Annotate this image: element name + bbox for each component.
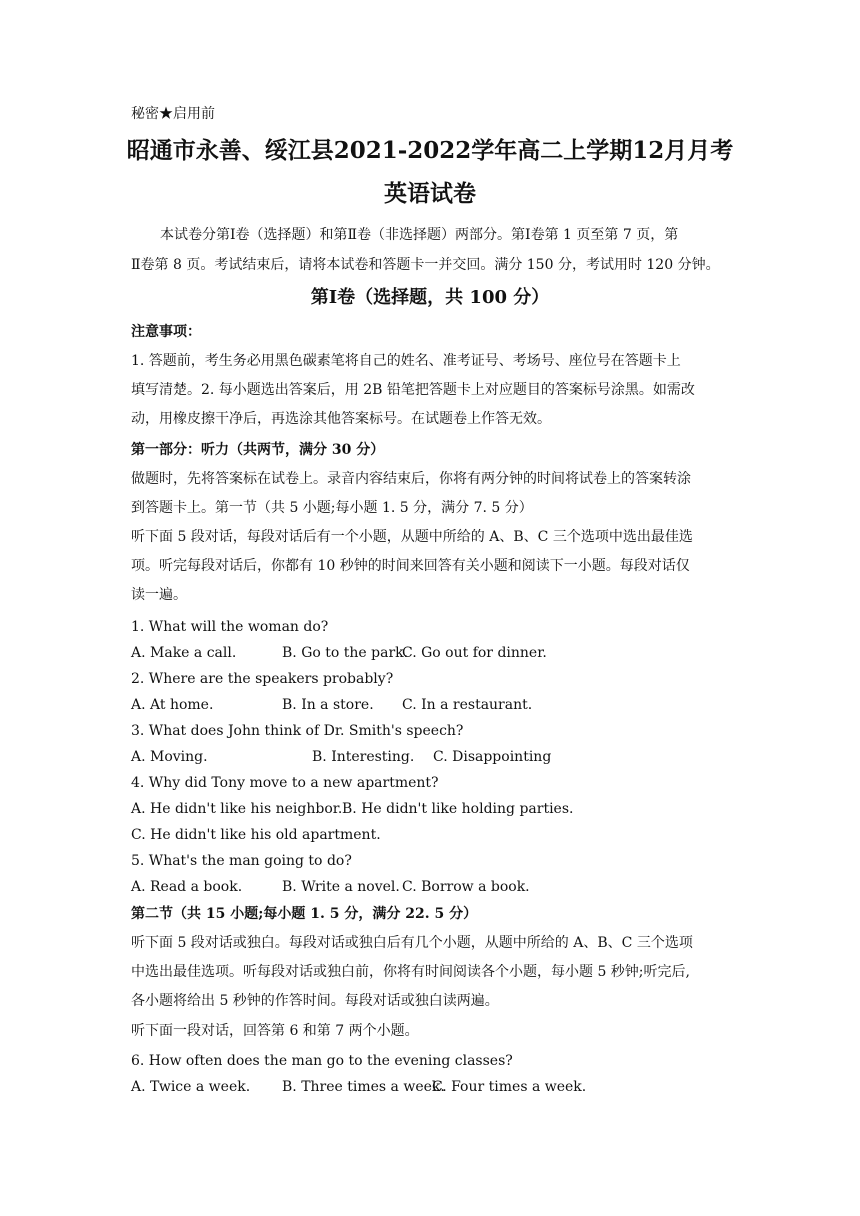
question-2-option-c: C. In a restaurant. (402, 697, 533, 713)
question-5-option-b: B. Write a novel. (282, 879, 400, 895)
question-4-option-b: B. He didn't like holding parties. (342, 801, 574, 817)
question-4-option-a: A. He didn't like his neighbor. (131, 801, 343, 817)
question-1-option-b: B. Go to the park. (282, 645, 409, 661)
section2-instruction: 听下面一段对话，回答第 6 和第 7 两个小题。 (131, 1023, 419, 1039)
listening-heading: 第一部分：听力（共两节，满分 30 分） (131, 442, 385, 458)
listening-p2-line-3: 读一遍。 (131, 587, 187, 603)
intro-line-1: 本试卷分第Ⅰ卷（选择题）和第Ⅱ卷（非选择题）两部分。第Ⅰ卷第 1 页至第 7 页，第 (160, 227, 679, 243)
listening-p2-line-1: 听下面 5 段对话，每段对话后有一个小题，从题中所给的 A、B、C 三个选项中选出最佳选 (131, 529, 693, 545)
question-6: 6. How often does the man go to the evening classes? (131, 1053, 513, 1069)
intro-line-2: Ⅱ卷第 8 页。考试结束后，请将本试卷和答题卡一并交回。满分 150 分，考试用时 120 分钟。 (131, 257, 720, 273)
question-3-option-a: A. Moving. (131, 749, 208, 765)
question-3-option-c: C. Disappointing (433, 749, 552, 765)
listening-p1-line-2: 到答题卡上。第一节（共 5 小题;每小题 1. 5 分，满分 7. 5 分） (131, 500, 533, 516)
question-4-option-c: C. He didn't like his old apartment. (131, 827, 381, 843)
notes-line-1: 1. 答题前，考生务必用黑色碳素笔将自己的姓名、准考证号、考场号、座位号在答题卡上 (131, 353, 681, 369)
question-6-option-a: A. Twice a week. (131, 1079, 251, 1095)
exam-title: 昭通市永善、绥江县2021-2022学年高二上学期12月月考 (126, 137, 734, 164)
section2-p-line-2: 中选出最佳选项。听每段对话或独白前，你将有时间阅读各个小题，每小题 5 秒钟;听完后, (131, 964, 690, 980)
question-2-option-b: B. In a store. (282, 697, 374, 713)
question-4: 4. Why did Tony move to a new apartment? (131, 775, 439, 791)
notes-line-2: 填写清楚。2. 每小题选出答案后，用 2B 铅笔把答题卡上对应题目的答案标号涂黑。如需改 (131, 382, 695, 398)
notes-heading: 注意事项： (131, 324, 201, 340)
question-2: 2. Where are the speakers probably? (131, 671, 394, 687)
question-2-option-a: A. At home. (131, 697, 214, 713)
listening-p1-line-1: 做题时，先将答案标在试卷上。录音内容结束后，你将有两分钟的时间将试卷上的答案转涂 (131, 471, 691, 487)
question-6-option-b: B. Three times a week. (282, 1079, 445, 1095)
question-3-option-b: B. Interesting. (312, 749, 415, 765)
part1-title: 第Ⅰ卷（选择题，共 100 分） (310, 287, 550, 308)
section2-p-line-3: 各小题将给出 5 秒钟的作答时间。每段对话或独白读两遍。 (131, 993, 499, 1009)
question-1-option-a: A. Make a call. (131, 645, 237, 661)
listening-p2-line-2: 项。听完每段对话后，你都有 10 秒钟的时间来回答有关小题和阅读下一小题。每段对话仅 (131, 558, 690, 574)
notes-line-3: 动，用橡皮擦干净后，再选涂其他答案标号。在试题卷上作答无效。 (131, 411, 551, 427)
exam-subtitle: 英语试卷 (384, 180, 476, 207)
question-5-option-c: C. Borrow a book. (402, 879, 530, 895)
question-1-option-c: C. Go out for dinner. (402, 645, 547, 661)
section2-p-line-1: 听下面 5 段对话或独白。每段对话或独白后有几个小题，从题中所给的 A、B、C 三个选项 (131, 935, 693, 951)
section2-heading: 第二节（共 15 小题;每小题 1. 5 分，满分 22. 5 分） (131, 906, 478, 922)
question-3: 3. What does John think of Dr. Smith's speech? (131, 723, 464, 739)
question-1: 1. What will the woman do? (131, 619, 329, 635)
confidential-label: 秘密★启用前 (131, 106, 215, 122)
question-5-option-a: A. Read a book. (131, 879, 243, 895)
question-6-option-c: C. Four times a week. (432, 1079, 587, 1095)
question-5: 5. What's the man going to do? (131, 853, 352, 869)
